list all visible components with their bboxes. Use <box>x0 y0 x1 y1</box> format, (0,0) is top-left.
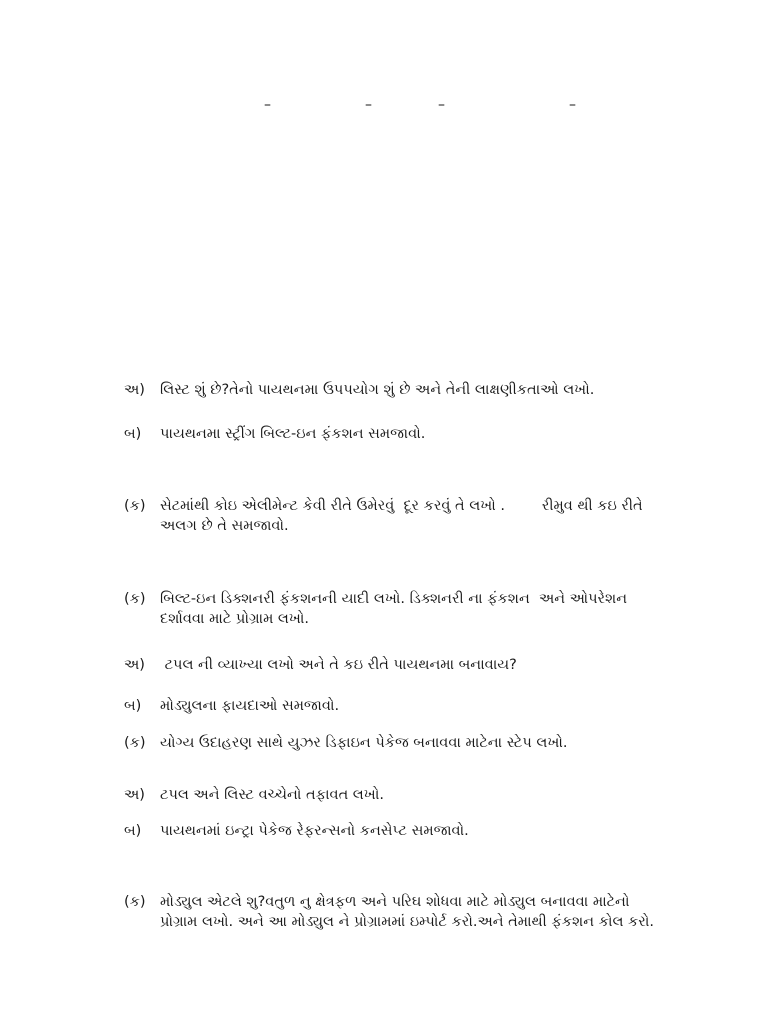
question-text: પાયથનમા સ્ટ્રીંગ બિલ્ટ-ઇન ફંકશન સમજાવો. <box>160 426 426 442</box>
question-item <box>124 424 654 444</box>
question-item <box>124 380 654 400</box>
question-text: બિલ્ટ-ઇન ડિક્શનરી ફંકશનની યાદી લખો. ડિક્શનરી ના ફંકશન અને ઓપરેશન દર્શાવવા માટે પ્રોગ્રામ લખો. <box>160 591 632 627</box>
header-dash-3: – <box>438 97 445 113</box>
header-dash-4: – <box>569 97 576 113</box>
question-label: અ) <box>124 787 145 803</box>
header-dash-2: – <box>365 97 372 113</box>
question-item <box>124 785 654 805</box>
question-item <box>124 696 654 716</box>
question-label: (ક) <box>124 498 146 514</box>
question-item <box>124 655 654 675</box>
question-text: લિસ્ટ શું છે?તેનો પાયથનમા ઉપપયોગ શું છે અને તેની લાક્ષણીકતાઓ લખો. <box>160 382 595 398</box>
question-text: મોડ્યુલ એટલે શુ?વતુળ નુ ક્ષેત્રફળ અને પરિઘ શોધવા માટે મોડ્યુલ બનાવવા માટેનો પ્રોગ્રામ લખો. અને આ મોડ્યુલ ને પ્રોગ્રામમાં ઇમ્પોર્ટ કરો.અને તેમાથી ફંકશન કોલ કરો. <box>160 894 655 930</box>
question-text: ટપલ ની વ્યાખ્યા લખો અને તે કઇ રીતે પાયથનમા બનાવાય? <box>160 657 517 673</box>
header-dash-1: – <box>264 97 271 113</box>
question-label: બ) <box>124 698 142 714</box>
question-label: (ક) <box>124 735 146 751</box>
question-label: (ક) <box>124 894 146 910</box>
question-item <box>124 733 654 753</box>
question-item <box>124 821 654 841</box>
question-label: અ) <box>124 657 145 673</box>
question-text: પાયથનમાં ઇન્ટ્રા પેકેજ રેફરન્સનો કનસેપ્ટ સમજાવો. <box>160 823 469 839</box>
question-text: સેટમાંથી કોઇ એલીમેન્ટ કેવી રીતે ઉમેરવું દૂર કરવું તે લખો . રીમુવ થી કઇ રીતે અલગ છે તે સમજાવો. <box>160 498 648 534</box>
question-label: અ) <box>124 382 145 398</box>
question-item <box>124 892 654 932</box>
question-label: (ક) <box>124 591 146 607</box>
question-item <box>124 496 654 536</box>
question-item <box>124 589 654 629</box>
question-text: ટપલ અને લિસ્ટ વચ્ચેનો તફાવત લખો. <box>160 787 384 803</box>
question-label: બ) <box>124 823 142 839</box>
question-text: યોગ્ય ઉદાહરણ સાથે યુઝર ડિફાઇન પેકેજ બનાવવા માટેના સ્ટેપ લખો. <box>160 735 568 751</box>
question-text: મોડ્યુલના ફાયદાઓ સમજાવો. <box>160 698 340 714</box>
question-label: બ) <box>124 426 142 442</box>
